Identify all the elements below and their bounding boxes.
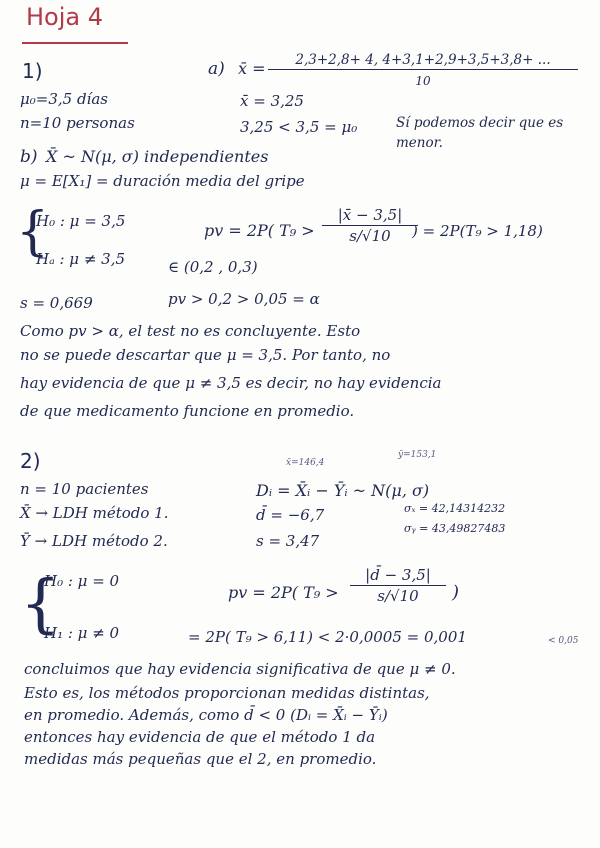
ex1-mean-fraction (268, 50, 578, 89)
ex2-conclusion-line-4: entonces hay evidencia de que el método 1 da (24, 728, 376, 746)
ex2-pvalue-result-note: < 0,05 (548, 636, 579, 646)
ex2-pvalue-lhs: pv = 2P( T₉ > (228, 583, 339, 602)
ex2-sigma-x: σₓ = 42,14314232 (404, 502, 506, 515)
ex1-conclusion-line-1: Como pv > α, el test no es concluyente. Esto (20, 322, 361, 340)
ex1-conclusion-line-4: de que medicamento funcione en promedio. (20, 402, 355, 420)
exercise-1-number: 1) (22, 59, 43, 83)
ex1-ha: Hₐ : μ ≠ 3,5 (36, 250, 126, 268)
ex1-pvalue-rhs: ) = 2P(T₉ > 1,18) (412, 222, 543, 240)
ex1-mu0: μ₀=3,5 días (20, 90, 108, 108)
ex1-part-a-label: a) (208, 59, 225, 79)
ex1-h0: H₀ : μ = 3,5 (36, 212, 126, 230)
ex2-y-definition: Ȳ → LDH método 2. (20, 532, 168, 550)
ex1-pvalue-fraction (322, 206, 418, 245)
ex2-sample-size: n = 10 pacientes (20, 480, 149, 498)
ex1-xbar-lhs: x̄ = (238, 59, 266, 78)
ex1-conclusion-a-2: menor. (396, 135, 443, 151)
ex1-pvalue-compare: pv > 0,2 > 0,05 = α (168, 290, 320, 308)
ex2-hypothesis-brace: { (20, 567, 61, 641)
ex2-conclusion-line-3: en promedio. Además, como d̄ < 0 (Dᵢ = X̄ᵢ − Ȳᵢ) (24, 706, 388, 724)
ex2-d-definition: Dᵢ = X̄ᵢ − Ȳᵢ ~ N(μ, σ) (256, 481, 430, 500)
ex2-conclusion-line-2: Esto es, los métodos proporcionan medidas distintas, (24, 684, 430, 702)
ex2-conclusion-line-1: concluimos que hay evidencia significativa de que μ ≠ 0. (24, 660, 456, 678)
ex2-h1: H₁ : μ ≠ 0 (44, 624, 120, 642)
ex1-part-b-label: b) (20, 147, 38, 167)
ex1-hypothesis-brace: { (16, 202, 50, 262)
ex2-pvalue-numerator: |d̄ − 3,5| (365, 566, 431, 584)
ex2-s: s = 3,47 (256, 532, 320, 550)
ex2-pvalue-denominator: s/√10 (377, 587, 419, 605)
ex1-model: X̄ ~ N(μ, σ) independientes (46, 147, 269, 166)
ex2-sigma-y: σᵧ = 43,49827483 (404, 522, 506, 535)
ex1-pvalue-numerator: |x̄ − 3,5| (337, 206, 403, 224)
ex2-pvalue-fraction (350, 566, 446, 605)
ex2-pvalue-rhs: ) (452, 582, 460, 603)
ex1-pvalue-interval: ∈ (0,2 , 0,3) (168, 258, 258, 276)
page-title: Hoja 4 (26, 3, 104, 31)
ex1-pvalue-lhs: pv = 2P( T₉ > (204, 221, 315, 240)
exercise-2-number: 2) (20, 449, 41, 473)
ex1-mean-denominator: 10 (415, 74, 431, 88)
ex1-s-value: s = 0,669 (20, 294, 93, 312)
ex1-mean-numerator: 2,3+2,8+ 4, 4+3,1+2,9+3,5+3,8+ ... (295, 52, 551, 68)
ex2-dbar: d̄ = −6,7 (256, 506, 325, 524)
ex1-compare: 3,25 < 3,5 = μ₀ (240, 118, 358, 136)
ex1-mean-value: x̄ = 3,25 (240, 92, 304, 110)
ex1-mu-definition: μ = E[X₁] = duración media del gripe (20, 172, 305, 190)
title-underline (22, 42, 128, 44)
ex2-x-definition: X̄ → LDH método 1. (20, 504, 169, 522)
ex1-conclusion-line-2: no se puede descartar que μ = 3,5. Por tanto, no (20, 346, 391, 364)
ex1-conclusion-line-3: hay evidencia de que μ ≠ 3,5 es decir, no hay evidencia (20, 374, 442, 392)
ex2-y-mean-note: ȳ=153,1 (398, 450, 437, 460)
ex2-x-mean-note: x̄=146,4 (286, 458, 325, 468)
ex2-h0: H₀ : μ = 0 (44, 572, 120, 590)
ex2-conclusion-line-5: medidas más pequeñas que el 2, en promedio. (24, 750, 377, 768)
ex2-pvalue-result: = 2P( T₉ > 6,11) < 2·0,0005 = 0,001 (188, 628, 467, 646)
ex1-pvalue-denominator: s/√10 (349, 227, 391, 245)
ex1-conclusion-a-1: Sí podemos decir que es (396, 115, 564, 131)
ex1-sample-size: n=10 personas (20, 114, 135, 132)
